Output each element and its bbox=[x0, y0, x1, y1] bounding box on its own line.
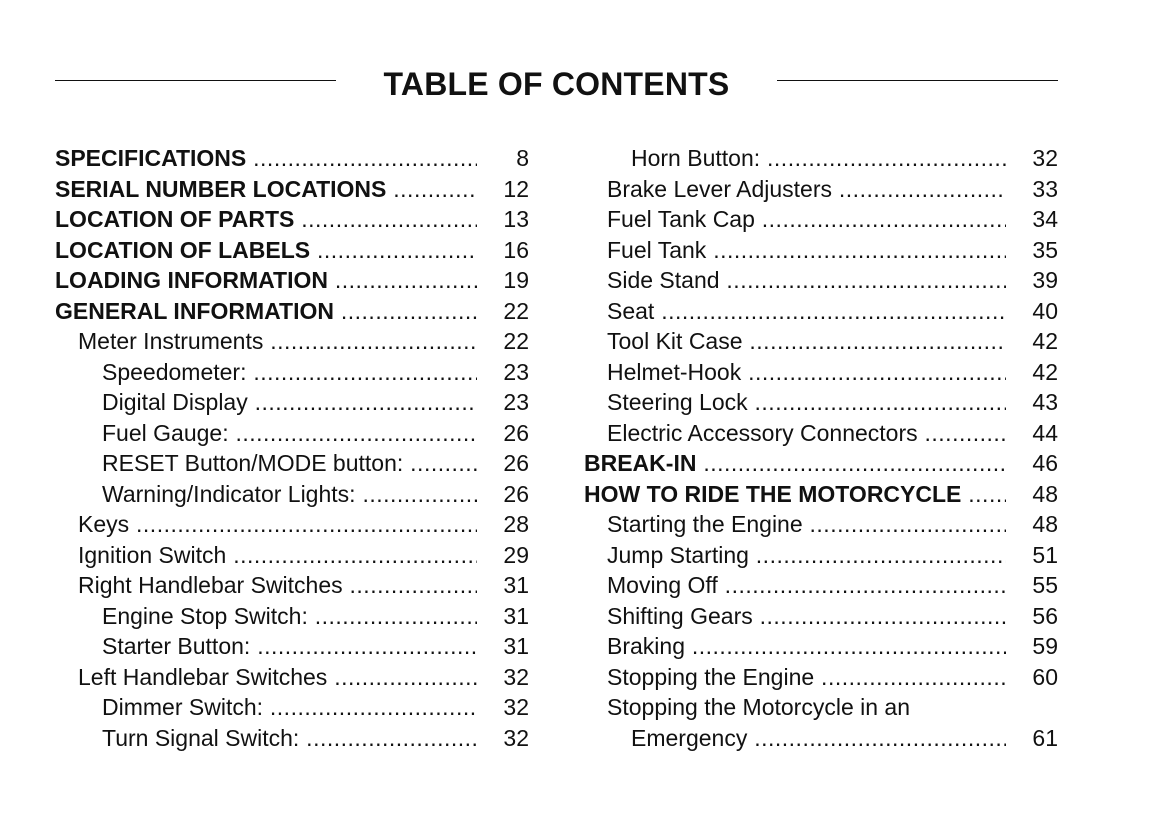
toc-entry-leader bbox=[55, 479, 477, 510]
toc-entry-label: LOCATION OF LABELS bbox=[55, 236, 311, 263]
toc-entry-leader bbox=[584, 387, 1006, 418]
toc-entry-page: 55 bbox=[1032, 572, 1058, 598]
toc-entry-label: Fuel Gauge: bbox=[102, 419, 229, 446]
toc-entry[interactable] bbox=[584, 601, 1058, 632]
toc-entry-label: Emergency bbox=[631, 724, 748, 751]
toc-entry-leader bbox=[584, 357, 1006, 388]
toc-entry-page: 32 bbox=[1032, 145, 1058, 171]
toc-entry-page: 23 bbox=[503, 389, 529, 415]
toc-entry[interactable] bbox=[584, 570, 1058, 601]
toc-entry-leader bbox=[55, 387, 477, 418]
toc-entry[interactable] bbox=[584, 540, 1058, 571]
toc-entry-page: 60 bbox=[1032, 663, 1058, 690]
toc-entry[interactable] bbox=[584, 143, 1058, 174]
toc-entry-page: 61 bbox=[1032, 724, 1058, 751]
toc-entry-label: Meter Instruments bbox=[78, 328, 264, 354]
toc-entry-leader bbox=[55, 418, 477, 449]
toc-entry-page: 16 bbox=[503, 236, 529, 263]
toc-entry-page: 33 bbox=[1032, 175, 1058, 202]
toc-entry-page: 42 bbox=[1032, 328, 1058, 354]
toc-entry[interactable] bbox=[55, 601, 529, 632]
toc-entry-leader bbox=[584, 631, 1006, 662]
toc-entry-page: 26 bbox=[503, 419, 529, 446]
toc-entry[interactable] bbox=[55, 387, 529, 418]
toc-entry-page: 48 bbox=[1032, 480, 1058, 507]
toc-entry-page: 40 bbox=[1032, 297, 1058, 324]
toc-entry[interactable] bbox=[55, 326, 529, 357]
toc-entry-leader bbox=[584, 448, 1006, 479]
toc-entry-page: 32 bbox=[503, 694, 529, 720]
toc-entry-label: Starting the Engine bbox=[607, 511, 803, 537]
toc-entry-leader bbox=[584, 265, 1006, 296]
toc-entry-label: Left Handlebar Switches bbox=[78, 663, 328, 690]
toc-entry[interactable] bbox=[55, 204, 529, 235]
toc-entry[interactable] bbox=[584, 418, 1058, 449]
toc-entry[interactable] bbox=[584, 662, 1058, 693]
toc-entry[interactable] bbox=[55, 662, 529, 693]
toc-entry-label: Turn Signal Switch: bbox=[102, 724, 300, 751]
toc-entry-leader bbox=[55, 448, 477, 479]
toc-entry-leader bbox=[584, 692, 1006, 723]
toc-entry-page: 29 bbox=[503, 541, 529, 568]
toc-right-column bbox=[584, 143, 1058, 753]
toc-entry-page: 13 bbox=[503, 206, 529, 232]
toc-entry-page: 46 bbox=[1032, 450, 1058, 476]
header bbox=[0, 62, 1166, 110]
toc-entry-page: 44 bbox=[1032, 419, 1058, 446]
toc-entry[interactable] bbox=[584, 296, 1058, 327]
toc-entry-leader bbox=[55, 631, 477, 662]
toc-entry-label: Speedometer: bbox=[102, 358, 247, 385]
toc-entry[interactable] bbox=[55, 723, 529, 754]
toc-entry-page: 31 bbox=[503, 602, 529, 629]
toc-entry-label: Steering Lock bbox=[607, 389, 748, 415]
toc-entry-leader bbox=[584, 174, 1006, 205]
toc-entry-label: Horn Button: bbox=[631, 145, 761, 171]
toc-entry-leader bbox=[584, 143, 1006, 174]
toc-entry-label: LOADING INFORMATION bbox=[55, 267, 328, 293]
toc-entry-leader bbox=[584, 235, 1006, 266]
toc-entry[interactable] bbox=[55, 631, 529, 662]
toc-entry-leader bbox=[584, 509, 1006, 540]
toc-entry-leader bbox=[55, 540, 477, 571]
toc-entry-page: 22 bbox=[503, 297, 529, 324]
toc-entry-leader bbox=[584, 601, 1006, 632]
toc-entry-leader bbox=[55, 601, 477, 632]
toc-entry[interactable] bbox=[55, 418, 529, 449]
toc-entry-page: 32 bbox=[503, 724, 529, 751]
toc-entry-leader bbox=[55, 509, 477, 540]
toc-entry-leader bbox=[55, 723, 477, 754]
toc-entry-page: 39 bbox=[1032, 267, 1058, 293]
toc-entry-page: 22 bbox=[503, 328, 529, 354]
toc-entry-leader bbox=[584, 540, 1006, 571]
toc-entry-leader bbox=[584, 570, 1006, 601]
toc-entry-label: BREAK-IN bbox=[584, 450, 697, 476]
toc-entry-page: 56 bbox=[1032, 602, 1058, 629]
toc-entry-leader bbox=[55, 357, 477, 388]
toc-entry-label: Right Handlebar Switches bbox=[78, 572, 343, 598]
toc-entry[interactable] bbox=[55, 692, 529, 723]
toc-entry-leader bbox=[55, 174, 477, 205]
toc-entry-label: Fuel Tank bbox=[607, 236, 707, 263]
toc-entry-leader bbox=[55, 296, 477, 327]
toc-entry-page: 28 bbox=[503, 511, 529, 537]
toc-entry-leader bbox=[584, 296, 1006, 327]
toc-entry[interactable] bbox=[55, 540, 529, 571]
toc-entry[interactable] bbox=[55, 296, 529, 327]
toc-entry[interactable] bbox=[55, 509, 529, 540]
toc-entry[interactable] bbox=[55, 479, 529, 510]
toc-entry-label: RESET Button/MODE button: bbox=[102, 450, 404, 476]
toc-entry[interactable] bbox=[584, 235, 1058, 266]
toc-entry[interactable] bbox=[584, 204, 1058, 235]
toc-entry-page: 8 bbox=[516, 145, 529, 171]
toc-entry[interactable] bbox=[55, 174, 529, 205]
toc-entry-label: Warning/Indicator Lights: bbox=[102, 480, 356, 507]
toc-entry-page: 31 bbox=[503, 633, 529, 659]
toc-entry[interactable] bbox=[584, 479, 1058, 510]
toc-entry[interactable] bbox=[55, 570, 529, 601]
toc-entry-page: 26 bbox=[503, 450, 529, 476]
toc-entry-label: Seat bbox=[607, 297, 655, 324]
toc-entry-label: Moving Off bbox=[607, 572, 718, 598]
toc-entry-label: LOCATION OF PARTS bbox=[55, 206, 295, 232]
toc-entry[interactable] bbox=[584, 265, 1058, 296]
toc-entry-label: Jump Starting bbox=[607, 541, 749, 568]
toc-entry-page: 43 bbox=[1032, 389, 1058, 415]
toc-entry[interactable] bbox=[584, 631, 1058, 662]
toc-entry-page: 26 bbox=[503, 480, 529, 507]
toc-entry-page: 12 bbox=[503, 175, 529, 202]
toc-entry-leader bbox=[55, 265, 477, 296]
toc-entry[interactable] bbox=[584, 174, 1058, 205]
toc-entry-label: Keys bbox=[78, 511, 130, 537]
toc-entry[interactable] bbox=[584, 448, 1058, 479]
toc-entry[interactable] bbox=[55, 265, 529, 296]
toc-entry-leader bbox=[55, 662, 477, 693]
toc-entry-label: Stopping the Engine bbox=[607, 663, 815, 690]
toc-entry[interactable] bbox=[584, 357, 1058, 388]
toc-entry[interactable] bbox=[584, 723, 1058, 754]
toc-entry[interactable] bbox=[584, 692, 1058, 723]
toc-entry-leader bbox=[584, 326, 1006, 357]
toc-entry-leader bbox=[55, 570, 477, 601]
toc-entry-page: 59 bbox=[1032, 633, 1058, 659]
toc-entry-label: Braking bbox=[607, 633, 685, 659]
toc-entry-label: Electric Accessory Connectors bbox=[607, 419, 918, 446]
toc-entry-label: Side Stand bbox=[607, 267, 720, 293]
page-title: TABLE OF CONTENTS bbox=[383, 66, 730, 102]
toc-entry-leader bbox=[55, 692, 477, 723]
toc-entry-page: 32 bbox=[503, 663, 529, 690]
toc-entry-label: SPECIFICATIONS bbox=[55, 145, 247, 171]
toc-entry-label: Stopping the Motorcycle in an bbox=[607, 694, 911, 720]
toc-entry[interactable] bbox=[55, 448, 529, 479]
toc-entry-label: Engine Stop Switch: bbox=[102, 602, 308, 629]
toc-entry[interactable] bbox=[55, 143, 529, 174]
toc-entry-leader bbox=[584, 723, 1006, 754]
toc-entry-page: 42 bbox=[1032, 358, 1058, 385]
toc-entry-page: 23 bbox=[503, 358, 529, 385]
toc-entry-page: 48 bbox=[1032, 511, 1058, 537]
toc-left-column bbox=[55, 143, 529, 753]
toc-entry-leader bbox=[55, 143, 477, 174]
toc-entry-leader bbox=[584, 479, 1006, 510]
toc-entry[interactable] bbox=[584, 326, 1058, 357]
title-rule-left bbox=[55, 80, 336, 81]
toc-entry-label: Starter Button: bbox=[102, 633, 251, 659]
toc-entry-label: SERIAL NUMBER LOCATIONS bbox=[55, 175, 387, 202]
toc-entry-page: 34 bbox=[1032, 206, 1058, 232]
toc-entry-page: 51 bbox=[1032, 541, 1058, 568]
toc-entry-page: 35 bbox=[1032, 236, 1058, 263]
toc-entry-leader bbox=[55, 204, 477, 235]
toc-entry[interactable] bbox=[55, 235, 529, 266]
toc-entry-leader bbox=[584, 418, 1006, 449]
toc-entry-label: HOW TO RIDE THE MOTORCYCLE bbox=[584, 480, 962, 507]
toc-entry-label: Shifting Gears bbox=[607, 602, 753, 629]
toc-entry-label: Fuel Tank Cap bbox=[607, 206, 755, 232]
toc-entry-leader bbox=[55, 235, 477, 266]
toc-entry-leader bbox=[584, 204, 1006, 235]
toc-entry-page: 19 bbox=[503, 267, 529, 293]
toc-entry-label: Ignition Switch bbox=[78, 541, 227, 568]
toc-entry-leader bbox=[584, 662, 1006, 693]
toc-entry-label: GENERAL INFORMATION bbox=[55, 297, 334, 324]
toc-entry-label: Brake Lever Adjusters bbox=[607, 175, 833, 202]
toc-entry-leader bbox=[55, 326, 477, 357]
toc-entry[interactable] bbox=[584, 387, 1058, 418]
toc-entry-label: Helmet-Hook bbox=[607, 358, 742, 385]
title-rule-right bbox=[777, 80, 1058, 81]
toc-entry[interactable] bbox=[584, 509, 1058, 540]
toc-entry-label: Dimmer Switch: bbox=[102, 694, 264, 720]
toc-entry-label: Digital Display bbox=[102, 389, 248, 415]
toc-entry-page: 31 bbox=[503, 572, 529, 598]
toc-entry[interactable] bbox=[55, 357, 529, 388]
toc-entry-label: Tool Kit Case bbox=[607, 328, 743, 354]
